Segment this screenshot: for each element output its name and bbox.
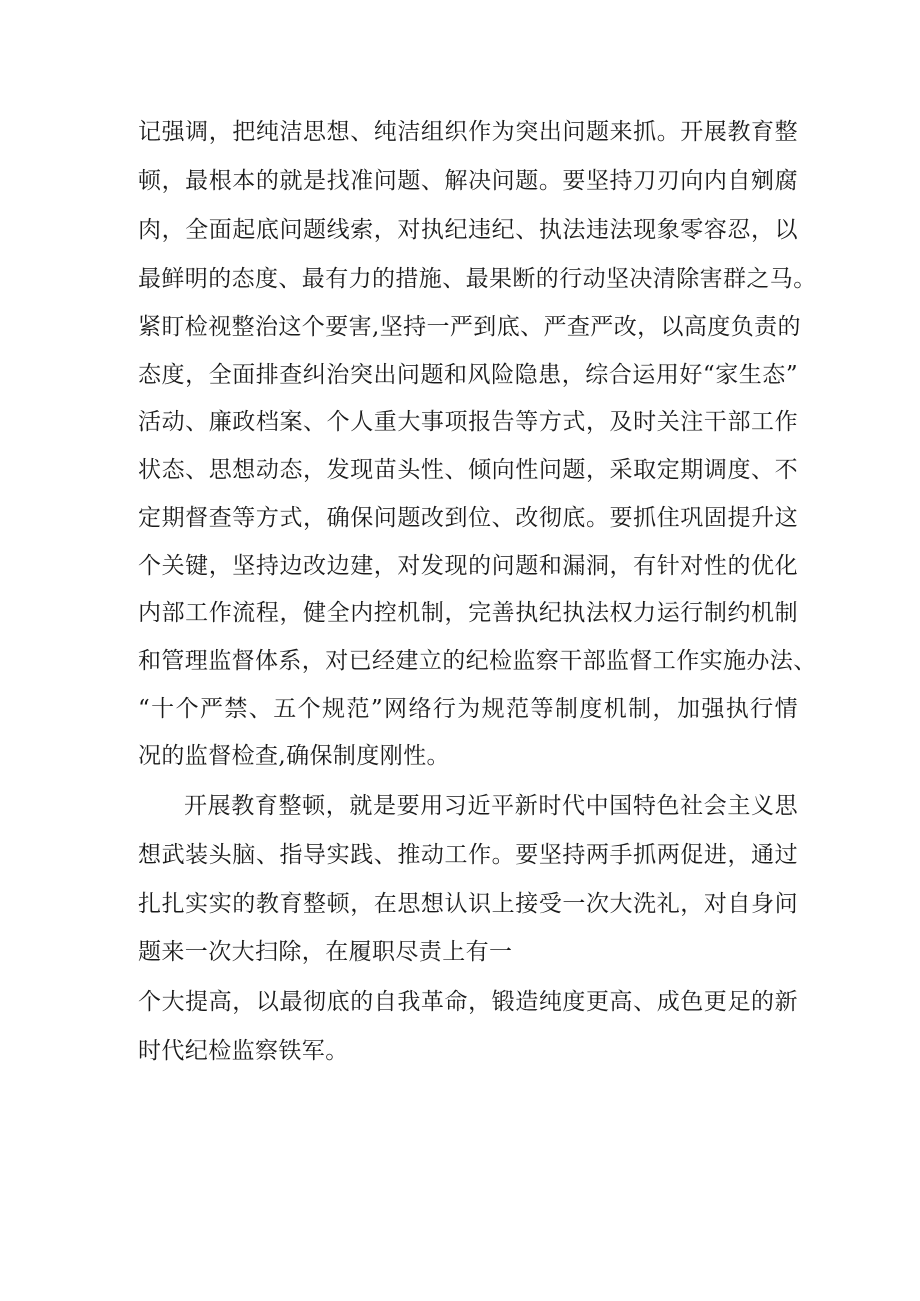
text-line: 个大提高，以最彻底的自我革命，锻造纯度更高、成色更足的新 xyxy=(138,989,798,1015)
text-line: 顿，最根本的就是找准问题、解决问题。要坚持刀刃向内自剜腐 xyxy=(138,168,798,194)
text-line: 记强调，把纯洁思想、纯洁组织作为突出问题来抓。开展教育整 xyxy=(138,119,798,145)
text-line: 态度，全面排查纠治突出问题和风险隐患，综合运用好“家生态” xyxy=(138,362,798,388)
text-line: 和管理监督体系，对已经建立的纪检监察干部监督工作实施办法、 xyxy=(138,648,817,674)
text-line: 时代纪检监察铁军。 xyxy=(138,1038,349,1064)
text-line: 个关键，坚持边改边建，对发现的问题和漏洞，有针对性的优化 xyxy=(138,553,798,579)
text-line: 最鲜明的态度、最有力的措施、最果断的行动坚决清除害群之马。 xyxy=(138,266,817,292)
text-line: 活动、廉政档案、个人重大事项报告等方式，及时关注干部工作 xyxy=(138,409,798,435)
text-line: 紧盯检视整治这个要害,坚持一严到底、严查严改，以高度负责的 xyxy=(138,314,801,340)
text-line: 题来一次大扫除，在履职尽责上有一 xyxy=(138,939,513,965)
text-line: “十个严禁、五个规范”网络行为规范等制度机制，加强执行情 xyxy=(138,696,798,722)
text-line: 况的监督检查,确保制度刚性。 xyxy=(138,743,450,769)
text-line: 内部工作流程，健全内控机制，完善执纪执法权力运行制约机制 xyxy=(138,600,798,626)
text-line: 扎扎实实的教育整顿，在思想认识上接受一次大洗礼，对自身问 xyxy=(138,891,798,917)
text-line: 肉，全面起底问题线索，对执纪违纪、执法违法现象零容忍，以 xyxy=(138,217,798,243)
paragraph-first-line: 开展教育整顿，就是要用习近平新时代中国特色社会主义思 xyxy=(184,793,798,819)
text-line: 定期督查等方式，确保问题改到位、改彻底。要抓住巩固提升这 xyxy=(138,505,798,531)
text-line: 状态、思想动态，发现苗头性、倾向性问题，采取定期调度、不 xyxy=(138,457,798,483)
text-line: 想武装头脑、指导实践、推动工作。要坚持两手抓两促进，通过 xyxy=(138,842,798,868)
